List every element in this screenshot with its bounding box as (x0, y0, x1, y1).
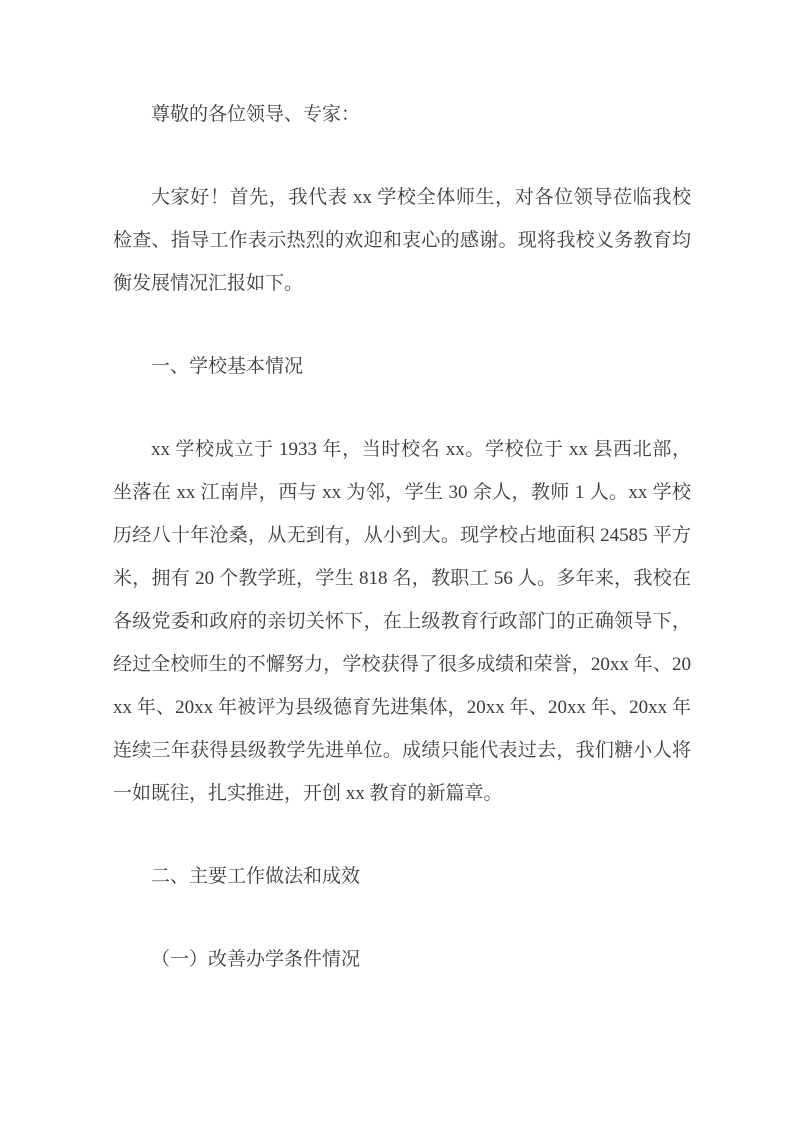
heading-section-2-main-work-and-results: 二、主要工作做法和成效 (151, 866, 361, 887)
paragraph-school-overview: xx 学校成立于 1933 年，当时校名 xx。学校位于 xx 县西北部，坐落在 xx 江南岸，西与 xx 为邻，学生 30 余人，教师 1 人。xx 学校历经八十年沧桑，从无到有，从小到大。现学校占地面积 24585 平方米，拥有 20 个教学班，学生 818 名，教职工 56 人。多年来，我校在各级党委和政府的亲切关怀下，在上级教育行政部门的正确领导下，经过全校师生的不懈努力，学校获得了很多成绩和荣誉，20xx 年、20xx 年、20xx 年被评为县级德育先进集体，20xx 年、20xx 年、20xx 年连续三年获得县级教学先进单位。成绩只能代表过去，我们糖小人将一如既往，扎实推进，开创 xx 教育的新篇章。 (113, 439, 691, 804)
heading-section-1-school-basic-info: 一、学校基本情况 (151, 356, 304, 377)
paragraph-salutation: 尊敬的各位领导、专家： (151, 104, 361, 125)
paragraph-intro-greeting: 大家好！首先，我代表 xx 学校全体师生，对各位领导莅临我校检查、指导工作表示热烈的欢迎和衷心的感谢。现将我校义务教育均衡发展情况汇报如下。 (113, 187, 691, 294)
subheading-1-improve-school-conditions: （一）改善办学条件情况 (151, 949, 361, 970)
document-body (113, 93, 691, 1021)
